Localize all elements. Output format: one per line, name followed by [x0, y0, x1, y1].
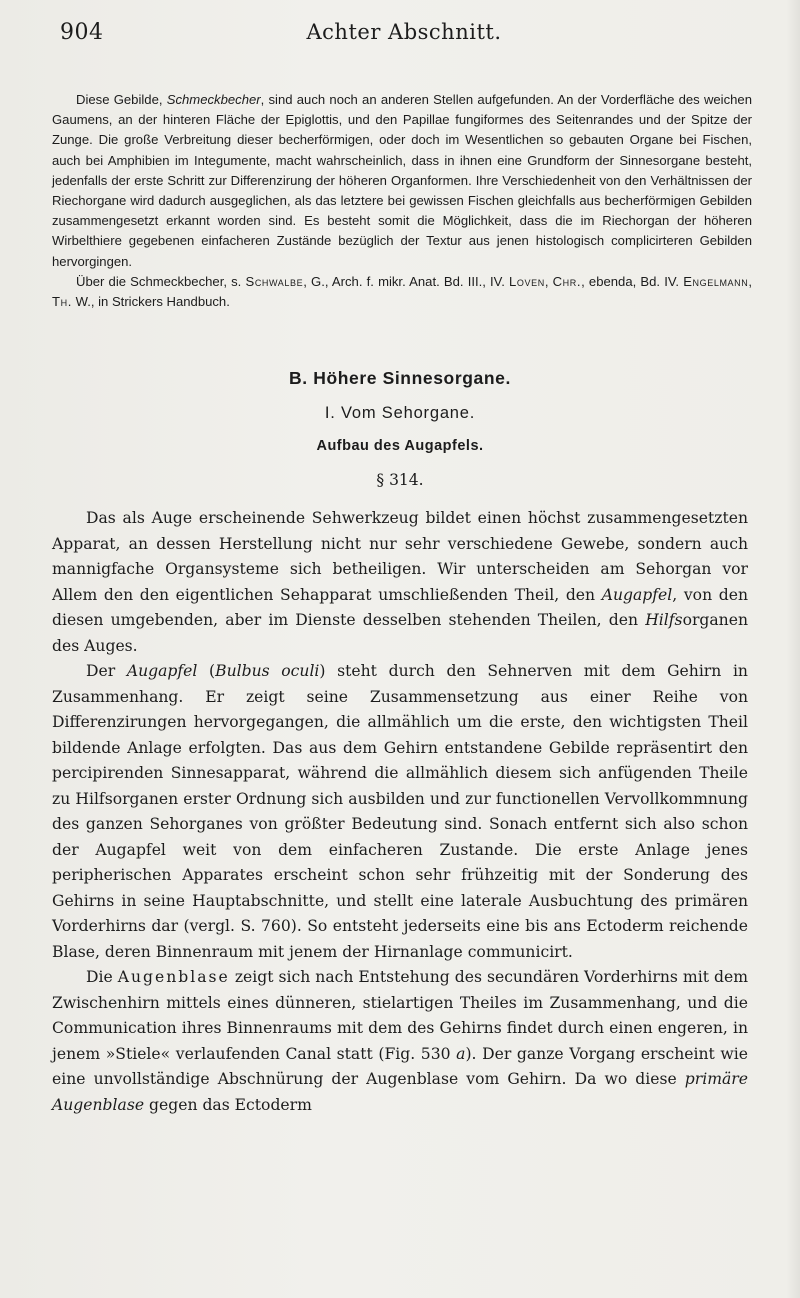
paragraph-number: § 314. — [376, 471, 424, 489]
author-engelmann-initial: Th. — [52, 294, 72, 310]
term-bulbus-oculi: Bulbus oculi — [215, 662, 320, 680]
small-paragraph-references: Über die Schmeckbecher, s. Schwalbe, G., Arch. f. mikr. Anat. Bd. III., IV. Loven, Chr., ebenda, Bd. IV. Engelmann, Th. W., in Strickers Handbuch. — [52, 273, 752, 310]
term-hilfs: Hilfs — [645, 611, 683, 629]
chapter-heading: I. Vom Sehorgane. — [324, 404, 476, 422]
page-header — [60, 20, 748, 60]
main-paragraph-2: Der Augapfel (Bulbus oculi) steht durch den Sehnerven mit dem Gehirn in Zusammenhang. Er zeigt seine Zusammensetzung aus einer Reihe von Differenzirungen hervorgegangen, die allmählich um die erste, den wichtigsten Theil bildende Anlage erfolgten. Das aus dem Gehirn entstandene Gebilde repräsentirt den percipirenden Sinnesapparat, während die allmählich diesem sich anfügenden Theile zu Hilfsorganen erster Ordnung sich ausbilden und zur functionellen Vervollkommnung des ganzen Sehorganes von größter Bedeutung sind. Sonach entfernt sich also schon der Augapfel weit von dem einfacheren Zustande. Die erste Anlage jenes peripherischen Apparates erscheint schon sehr frühzeitig mit der Sonderung des Gehirns in seine Hauptabschnitte, und stellt eine laterale Ausbuchtung des primären Vorderhirns dar (vergl. S. 760). So entsteht jederseits eine bis ans Ectoderm reichende Blase, deren Binnenraum mit jenem der Hirnanlage communicirt. — [52, 662, 748, 961]
term-schmeckbecher: Schmeckbecher — [166, 92, 261, 107]
section-heading: B. Höhere Sinnesorgane. — [289, 368, 511, 388]
small-paragraph-1: Diese Gebilde, Schmeckbecher, sind auch noch an anderen Stellen aufgefunden. An der Vorderfläche des weichen Gaumens, an der hinteren Fläche der Epiglottis, und den Papillae fungiformes des Seitenrandes und der Spitze der Zunge. Die große Verbreitung dieser becherförmigen, oder doch im Wesentlichen so gebauten Organe bei Fischen, auch bei Amphibien im Integumente, macht wahrscheinlich, dass in ihnen eine Grundform der Sinnesorgane besteht, jedenfalls der erste Schritt zur Differenzirung der höheren Organformen. Ihre Verschiedenheit von den Verhältnissen der Riechorgane wird dadurch ausgeglichen, als das letztere bei gewissen Fischen gleichfalls aus becherförmigen Gebilden zusammengesetzt erkannt worden sind. Es besteht somit die Möglichkeit, dass die im Riechorgan der höheren Wirbelthiere gegebenen einfacheren Zustände bezüglich der Textur aus jenen histologisch complicirteren Gebilden hervorgingen. — [52, 92, 752, 269]
author-schwalbe: Schwalbe — [245, 273, 304, 289]
page-number: 904 — [60, 20, 104, 45]
term-primaere-augenblase: primäre Augenblase — [52, 1070, 748, 1114]
main-paragraph-3: Die Augenblase zeigt sich nach Entstehung des secundären Vorderhirns mit dem Zwischenhirn mittels eines dünneren, stielartigen Theiles im Zusammenhang, und die Communication ihres Binnenraums mit dem des Gehirns findet durch einen engeren, in jenem »Stiele« verlaufenden Canal statt (Fig. 530 a). Der ganze Vorgang erscheint wie eine unvollständige Abschnürung der Augenblase vom Gehirn. Da wo diese primäre Augenblase gegen das Ectoderm — [52, 968, 748, 1114]
subsection-heading: Aufbau des Augapfels. — [316, 438, 484, 454]
figure-ref-a: a — [456, 1044, 466, 1063]
term-augenblase: Augenblase — [117, 968, 230, 986]
author-loven: Loven — [509, 273, 545, 289]
main-text-block — [52, 506, 748, 1118]
author-loven-initial: Chr. — [552, 273, 582, 289]
page-edge-shadow — [786, 0, 800, 1298]
term-augapfel-2: Augapfel — [126, 662, 198, 680]
author-engelmann: Engelmann — [683, 273, 749, 289]
small-print-block — [52, 90, 752, 312]
term-augapfel: Augapfel — [601, 585, 673, 604]
running-head: Achter Abschnitt. — [306, 20, 502, 44]
main-paragraph-1: Das als Auge erscheinende Sehwerkzeug bildet einen höchst zusammengesetzten Apparat, an dessen Herstellung nicht nur sehr verschiedene Gewebe, sondern auch mannigfache Organsysteme sich betheiligen. Wir unterscheiden am Sehorgan vor Allem den den eigentlichen Sehapparat umschließenden Theil, den Augapfel, von den diesen umgebenden, aber im Dienste desselben stehenden Theilen, den Hilfsorganen des Auges. — [52, 509, 748, 655]
